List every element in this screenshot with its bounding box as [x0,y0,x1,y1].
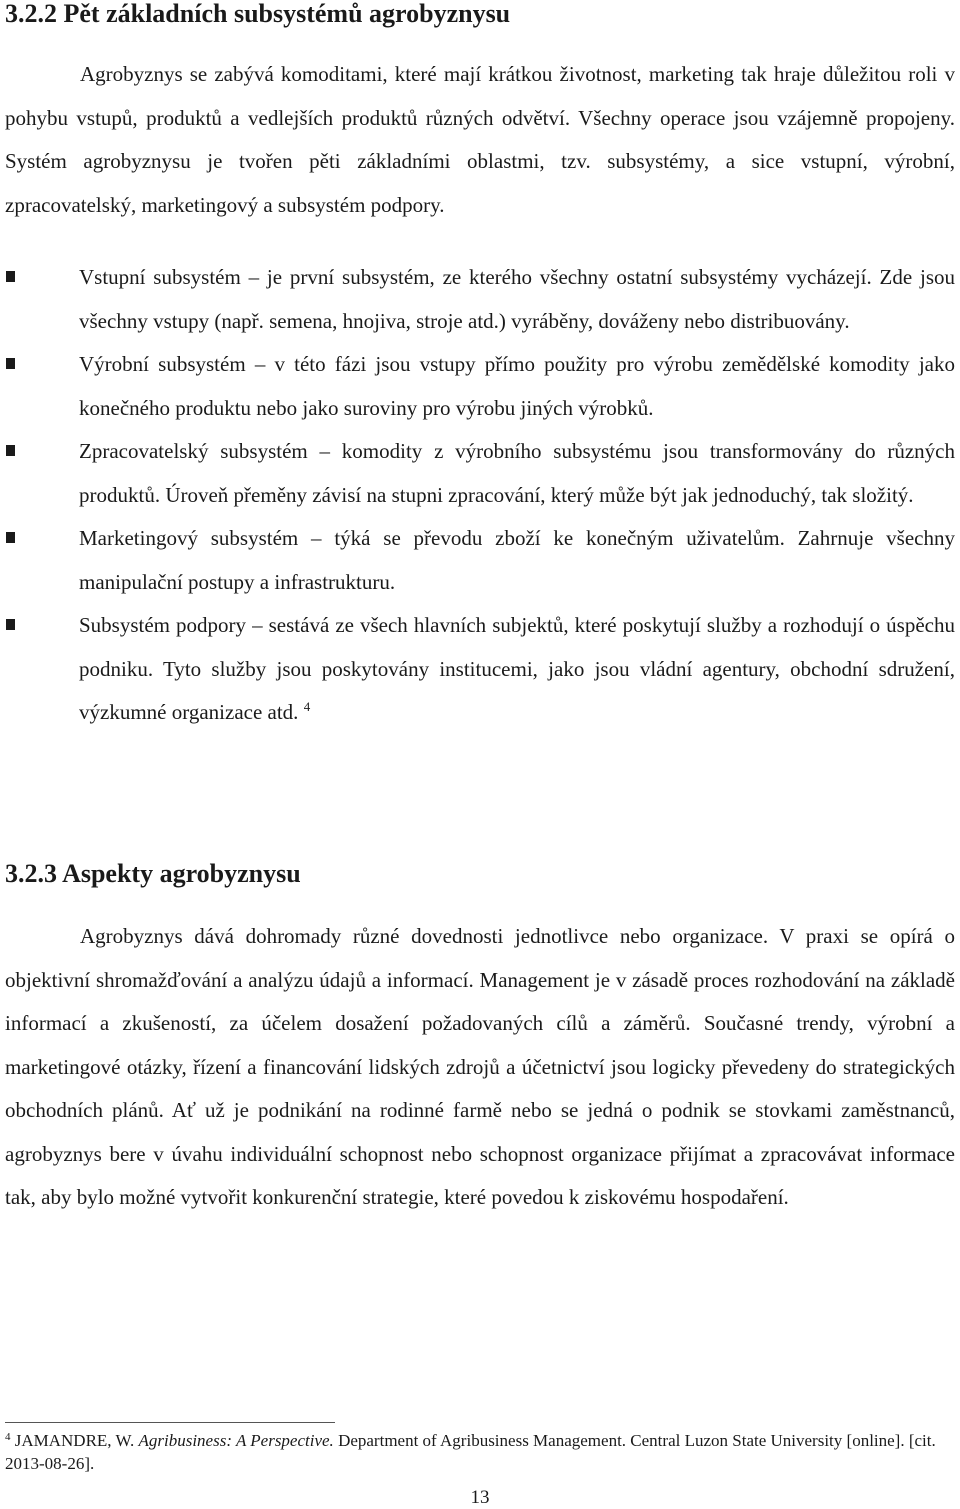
intro-paragraph: Agrobyznys se zabývá komoditami, které mají krátkou životnost, marketing tak hraje důležitou roli v pohybu vstupů, produktů a vedlejších produktů různých odvětví. Všechny operace jsou vzájemně propojeny. Systém agrobyznysu je tvořen pěti základními oblastmi, tzv. subsystémy, a sice vstupní, výrobní, zpracovatelský, marketingový a subsystém podpory. [5,62,955,217]
list-item [0,604,955,735]
subsystem-list [0,256,960,735]
footnote [5,1429,955,1475]
page-number: 13 [470,1487,490,1508]
footnote-author: JAMANDRE, W. [14,1431,135,1450]
section-heading-aspects: 3.2.3 Aspekty agrobyznysu [5,859,301,888]
footnote-rest: Department of Agribusiness Management. Central Luzon State University [online]. [cit. 2013-08-26]. [5,1431,936,1473]
section-heading-subsystems: 3.2.2 Pět základních subsystémů agrobyznysu [5,0,511,28]
list-item [0,430,955,517]
square-bullet-icon [6,532,15,543]
list-item-text: Subsystém podpory – sestává ze všech hlavních subjektů, které poskytují služby a rozhodují o úspěchu podniku. Tyto služby jsou poskytovány institucemi, jako jsou vládní agentury, obchodní sdružení, výzkumné organizace atd. [79,613,955,724]
list-item [0,343,955,430]
list-item [0,517,955,604]
square-bullet-icon [6,445,15,456]
square-bullet-icon [6,358,15,369]
aspects-paragraph: Agrobyznys dává dohromady různé dovednosti jednotlivce nebo organizace. V praxi se opírá o objektivní shromažďování a analýzu údajů a informací. Management je v zásadě proces rozhodování na základě informací a zkušeností, za účelem dosažení požadovaných cílů a záměrů. Současné trendy, výrobní a marketingové otázky, řízení a financování lidských zdrojů a účetnictví jsou logicky převedeny do strategických obchodních plánů. Ať už je podnikání na rodinné farmě nebo se jedná o podnik se stovkami zaměstnanců, agrobyznys bere v úvahu individuální schopnost nebo schopnost organizace přijímat a zpracovávat informace tak, aby bylo možné vytvořit konkurenční strategie, které povedou k ziskovému hospodaření. [5,924,955,1209]
list-item-text: Vstupní subsystém – je první subsystém, ze kterého všechny ostatní subsystémy vycházejí. Zde jsou všechny vstupy (např. semena, hnojiva, stroje atd.) vyráběny, dováženy nebo distribuovány. [79,265,955,333]
list-item [0,256,955,343]
footnote-title: Agribusiness: A Perspective. [138,1431,334,1450]
footnote-number: 4 [5,1431,11,1443]
square-bullet-icon [6,619,15,630]
list-item-text: Marketingový subsystém – týká se převodu zboží ke konečným uživatelům. Zahrnuje všechny manipulační postupy a infrastrukturu. [79,526,955,594]
footnote-reference[interactable]: 4 [303,699,311,714]
list-item-text: Výrobní subsystém – v této fázi jsou vstupy přímo použity pro výrobu zemědělské komodity jako konečného produktu nebo jako suroviny pro výrobu jiných výrobků. [79,352,955,420]
square-bullet-icon [6,271,15,282]
footnote-divider [5,1422,335,1423]
list-item-text: Zpracovatelský subsystém – komodity z výrobního subsystému jsou transformovány do různých produktů. Úroveň přeměny závisí na stupni zpracování, který může být jak jednoduchý, tak složitý. [79,439,955,507]
